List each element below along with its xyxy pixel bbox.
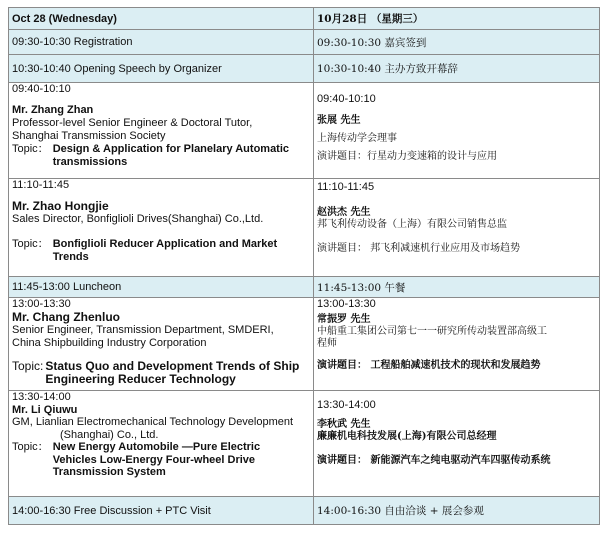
speaker-name: Mr. Zhao Hongjie bbox=[12, 199, 109, 213]
session-en bbox=[9, 179, 314, 277]
topic-title: Status Quo and Development Trends of Ship bbox=[45, 359, 300, 373]
lunch-en: 11:45-13:00 Luncheon bbox=[9, 277, 314, 298]
session-row bbox=[9, 179, 600, 277]
header-date-en: Oct 28 (Wednesday) bbox=[9, 8, 314, 30]
session-topic bbox=[12, 360, 313, 386]
speaker-name: Mr. Li Qiuwu bbox=[12, 403, 78, 416]
registration-en: 09:30-10:30 Registration bbox=[9, 30, 314, 55]
speaker-name-zh: 常振罗 先生 bbox=[317, 314, 371, 325]
free-discussion-row bbox=[9, 497, 600, 525]
session-time-zh: 09:40-10:10 bbox=[317, 93, 376, 105]
speaker-name-zh: 张展 先生 bbox=[317, 115, 361, 126]
opening-row bbox=[9, 55, 600, 83]
topic-label: Topic： bbox=[12, 441, 49, 453]
session-zh bbox=[314, 391, 600, 497]
session-en bbox=[9, 298, 314, 391]
session-topic bbox=[12, 238, 313, 264]
speaker-name-zh: 李秋武 先生 bbox=[317, 419, 371, 430]
speaker-name-zh: 赵洪杰 先生 bbox=[317, 207, 371, 218]
topic-zh: 演讲题目： 邦飞利减速机行业应用及市场趋势 bbox=[317, 243, 521, 254]
session-time: 13:00-13:30 bbox=[12, 298, 71, 310]
session-time: 11:10-11:45 bbox=[12, 179, 70, 191]
free-discussion-zh: 14:00-16:30 自由洽谈 + 展会参观 bbox=[314, 497, 600, 525]
topic-zh: 演讲题目： 工程船舶减速机技术的现状和发展趋势 bbox=[317, 360, 541, 371]
topic-title: Trends bbox=[52, 251, 89, 263]
session-time: 09:40-10:10 bbox=[12, 83, 71, 95]
session-time: 13:30-14:00 bbox=[12, 391, 71, 403]
header-row bbox=[9, 8, 600, 30]
session-en bbox=[9, 83, 314, 179]
session-zh bbox=[314, 179, 600, 277]
session-time-zh: 11:10-11:45 bbox=[317, 181, 375, 193]
topic-title: Design & Application for Planelary Automatic bbox=[52, 143, 290, 155]
speaker-title: Professor-level Senior Engineer & Doctoral Tutor, bbox=[12, 117, 253, 129]
session-topic bbox=[12, 143, 313, 169]
session-zh bbox=[314, 298, 600, 391]
topic-title: New Energy Automobile —Pure Electric bbox=[52, 441, 261, 453]
speaker-title: Sales Director, Bonfiglioli Drives(Shanghai) Co.,Ltd. bbox=[12, 213, 264, 225]
speaker-title: China Shipbuilding Industry Corporation bbox=[12, 337, 207, 349]
opening-zh: 10:30-10:40 主办方致开幕辞 bbox=[314, 55, 600, 83]
topic-label: Topic: bbox=[12, 359, 44, 373]
header-date-zh: 10月28日 （星期三） bbox=[314, 8, 600, 30]
speaker-name: Mr. Zhang Zhan bbox=[12, 104, 94, 116]
topic-title: Vehicles Low-Energy Four-wheel Drive bbox=[52, 453, 256, 466]
topic-title: Transmission System bbox=[52, 466, 166, 478]
session-row bbox=[9, 298, 600, 391]
session-row bbox=[9, 391, 600, 497]
session-zh bbox=[314, 83, 600, 179]
speaker-title: (Shanghai) Co., Ltd. bbox=[60, 428, 159, 441]
speaker-title: Senior Engineer, Transmission Department, SMDERI, bbox=[12, 324, 274, 336]
session-topic bbox=[12, 441, 313, 479]
speaker-title: Shanghai Transmission Society bbox=[12, 130, 166, 142]
topic-title: Bonfiglioli Reducer Application and Market bbox=[52, 238, 278, 250]
topic-zh: 演讲题目：行星动力变速箱的设计与应用 bbox=[317, 151, 497, 162]
registration-zh: 09:30-10:30 嘉宾签到 bbox=[314, 30, 600, 55]
lunch-zh: 11:45-13:00 午餐 bbox=[314, 277, 600, 298]
registration-row bbox=[9, 30, 600, 55]
topic-label: Topic： bbox=[12, 143, 49, 155]
session-time-zh: 13:00-13:30 bbox=[317, 298, 376, 310]
topic-label: Topic： bbox=[12, 238, 49, 250]
speaker-title: GM, Lianlian Electromechanical Technology Development bbox=[12, 416, 294, 428]
opening-en: 10:30-10:40 Opening Speech by Organizer bbox=[9, 55, 314, 83]
agenda-table bbox=[8, 7, 600, 525]
session-time-zh: 13:30-14:00 bbox=[317, 399, 376, 411]
free-discussion-en: 14:00-16:30 Free Discussion + PTC Visit bbox=[9, 497, 314, 525]
topic-zh: 演讲题目： 新能源汽车之纯电驱动汽车四驱传动系统 bbox=[317, 455, 551, 466]
speaker-org-zh: 上海传动学会理事 bbox=[317, 133, 397, 144]
speaker-org-zh: 程师 bbox=[317, 338, 337, 349]
topic-title: transmissions bbox=[52, 156, 128, 168]
lunch-row bbox=[9, 277, 600, 298]
session-en bbox=[9, 391, 314, 497]
speaker-org-zh: 中船重工集团公司第七一一研究所传动装置部高级工 bbox=[317, 326, 547, 337]
speaker-org-zh: 廉廉机电科技发展(上海)有限公司总经理 bbox=[317, 431, 497, 442]
speaker-org-zh: 邦飞利传动设备（上海）有限公司销售总监 bbox=[317, 219, 507, 230]
topic-title: Engineering Reducer Technology bbox=[45, 372, 236, 386]
speaker-name: Mr. Chang Zhenluo bbox=[12, 310, 120, 324]
session-row bbox=[9, 83, 600, 179]
